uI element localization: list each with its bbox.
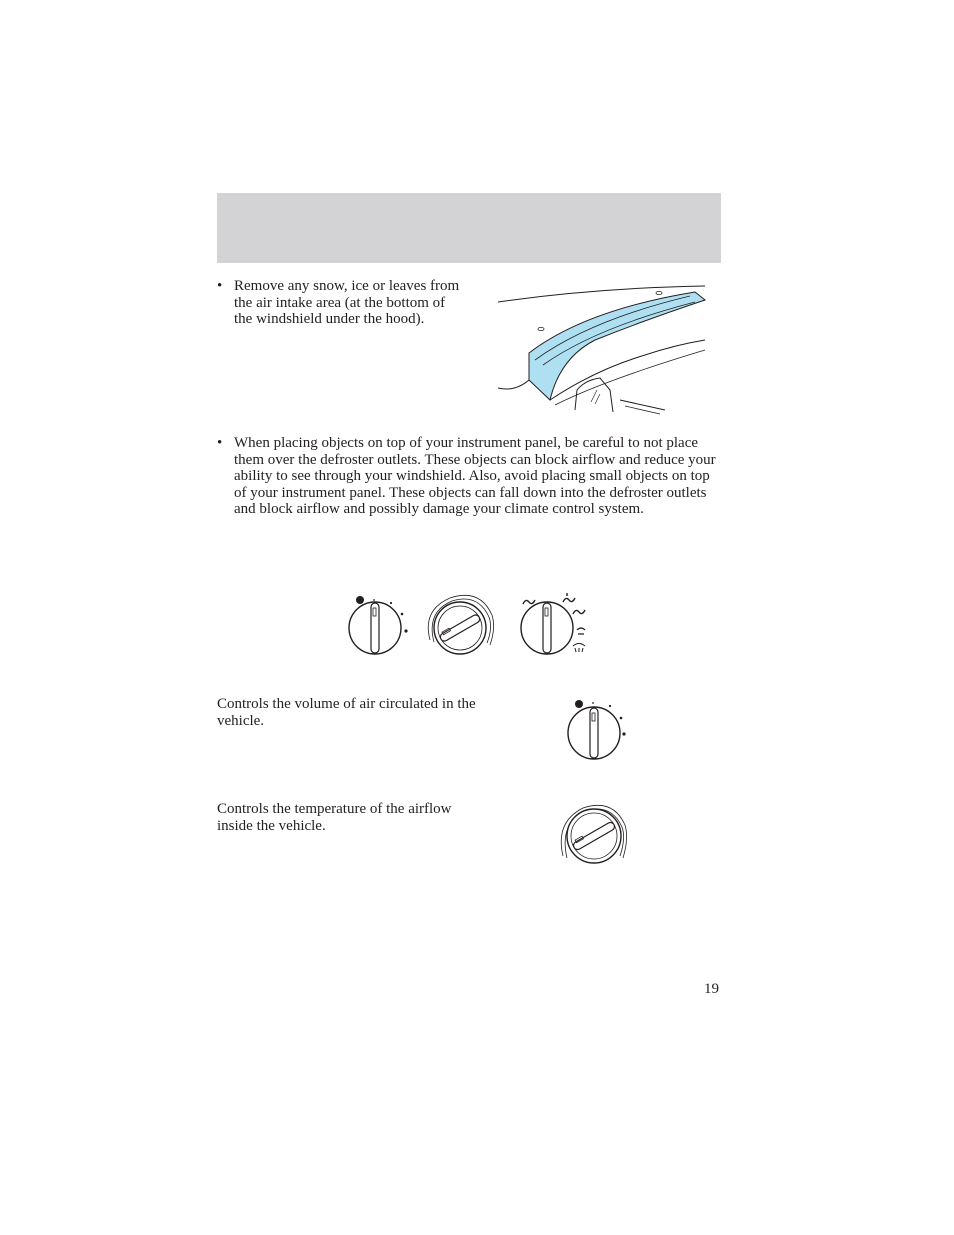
fan-speed-knob bbox=[340, 590, 415, 660]
bullet-instrument-panel bbox=[217, 435, 717, 518]
temperature-knob bbox=[420, 590, 500, 660]
bullet-marker: • bbox=[217, 435, 223, 451]
bullet-marker: • bbox=[217, 278, 223, 294]
page-number: 19 bbox=[704, 981, 719, 997]
temperature-knob bbox=[555, 798, 635, 868]
section-header-band bbox=[217, 193, 721, 263]
bullet-text: When placing objects on top of your instrument panel, be careful to not place them over the defroster outlets. These objects can block airflow and reduce your ability to see through your windshield. Also, avoid placing small objects on top of your instrument panel. These objects can fall down into the defroster outlets and block airflow and possibly damage your climate control system. bbox=[234, 435, 716, 517]
bullet-air-intake bbox=[217, 278, 462, 328]
fan-icon bbox=[575, 700, 583, 708]
bullet-text: Remove any snow, ice or leaves from the air intake area (at the bottom of the windshield under the hood). bbox=[234, 278, 460, 327]
fan-icon bbox=[356, 596, 364, 604]
fan-speed-description: Controls the volume of air circulated in the vehicle. bbox=[217, 696, 476, 729]
fan-speed-knob bbox=[560, 695, 635, 765]
mode-select-knob bbox=[515, 590, 595, 660]
air-intake-illustration bbox=[495, 280, 710, 420]
temperature-description: Controls the temperature of the airflow inside the vehicle. bbox=[217, 801, 452, 834]
